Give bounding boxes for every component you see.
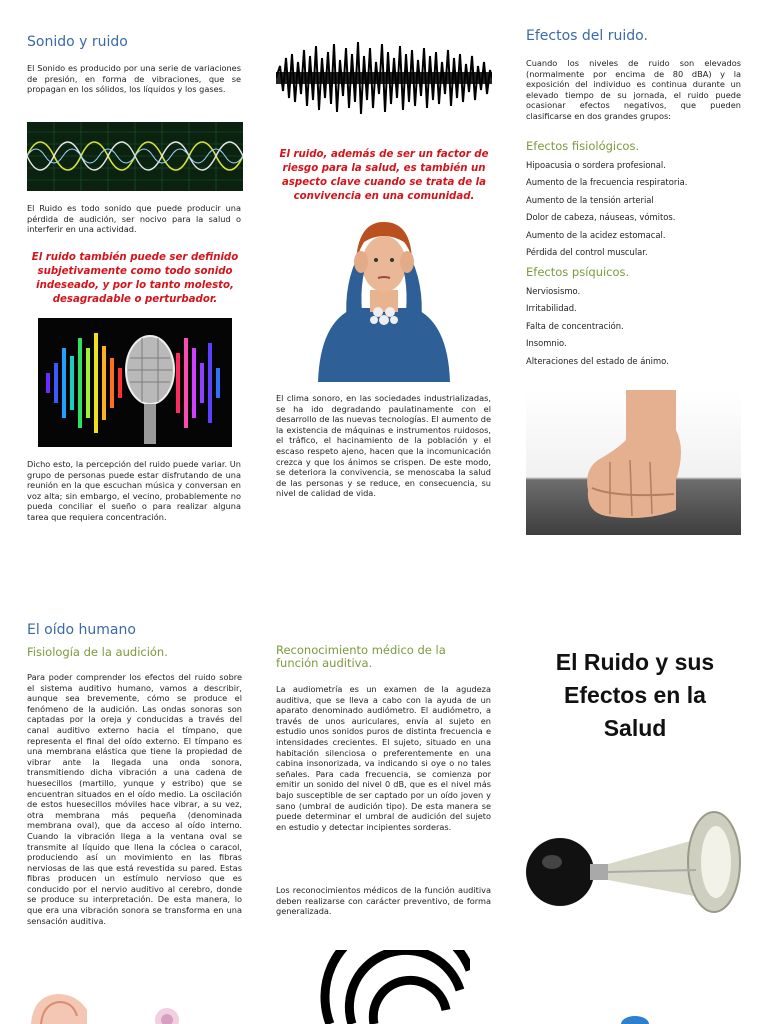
fist-image [526,390,741,535]
audiometria-paragraph: La audiometría es un examen de la agudeza auditiva, que se lleva a cabo con la ayuda de un aparato denominado audiómetro. El audiómetro, a través de unos auriculares, envía al sujeto en estudio unos sonidos puros de distinta frecuencia e intensidades crecientes. El sujeto, situado en una habitación silenciosa o preferentemente en una cabina insonorizada, va indicando si oye o no tales señales. Para cada frecuencia, se comienza por emitir un sonido del nivel 0 dB, que es el nivel más bajo susceptible de ser captado por un oído joven y sano (umbral de audición tipo). De esta manera se puede determinar el umbral de audición del sujeto en estudio y detectar incipientes sorderas. [276,684,491,832]
partial-blue-icon [620,1016,650,1024]
list-item: Insomnio. [526,338,567,349]
brochure-title: El Ruido y sus Efectos en la Salud [555,649,715,741]
sine-waves-image [27,122,243,191]
fisiologicos-title: Efectos fisiológicos. [526,139,640,153]
list-item: Nerviosismo. [526,286,581,296]
percepcion-paragraph: Dicho esto, la percepción del ruido puede variar. Un grupo de personas puede estar disfrutando de una reunión en la que escuchan música y conversan en voz alta; sin embargo, el vecino, probablemente no pueda conciliar el sueño o para realizar alguna tarea que requiera concentración. [27,459,241,522]
fisiologia-subtitle: Fisiología de la audición. [27,645,168,659]
list-item: Irritabilidad. [526,303,577,314]
psiquicos-title: Efectos psíquicos. [526,265,630,279]
list-item: Aumento de la tensión arterial [526,194,654,205]
ear-anatomy-image [27,990,207,1024]
horn-image [524,800,744,920]
list-item: Pérdida del control muscular. [526,247,648,258]
sound-arcs-icon [320,950,470,1024]
efectos-intro: Cuando los niveles de ruido son elevados (normalmente por encima de 80 dBA) y la exposición del individuo es continua durante un elevado tiempo de su jornada, el ruido puede ocasionar efectos negativos, que pueden clasificarse en dos grandes grupos: [526,58,741,121]
sound-wave-image [276,36,492,121]
list-item: Aumento de la frecuencia respiratoria. [526,177,688,188]
section-title-sonido: Sonido y ruido [27,34,128,50]
list-item: Falta de concentración. [526,320,624,331]
sonido-paragraph: El Sonido es producido por una serie de variaciones de presión, en forma de vibraciones, que se propagan en los sólidos, los líquidos y los gases. [27,63,241,95]
list-item: Dolor de cabeza, náuseas, vómitos. [526,212,676,223]
ruido-definition: El Ruido es todo sonido que puede producir una pérdida de audición, ser nocivo para la salud o interferir en una actividad. [27,203,241,235]
quote-ruido-subjetivo: El ruido también puede ser definido subjetivamente como todo sonido indeseado, y por lo tanto molesto, desagradable o perturbador. [31,252,239,305]
microphone-image [38,318,232,447]
fisiologicos-list [526,157,741,261]
woman-covering-ears-image [308,212,460,382]
psiquicos-list [526,283,741,370]
list-item: Aumento de la acidez estomacal. [526,229,666,240]
reconocimiento-title: Reconocimiento médico de la función auditiva. [276,643,446,670]
section-title-oido: El oído humano [27,622,136,638]
quote-convivencia: El ruido, además de ser un factor de riesgo para la salud, es también un aspecto clave cuando se trata de la convivencia en una comunidad. [279,149,489,202]
fisiologia-paragraph: Para poder comprender los efectos del ruido sobre el sistema auditivo humano, vamos a describir, aunque sea brevemente, cómo se produce el fenómeno de la audición. Las ondas sonoras son captadas por la oreja y conducidas a través del canal auditivo externo hacia el tímpano, que representa el final del oído externo. El tímpano es una membrana elástica que tiene la propiedad de vibrar ante la llegada una onda sonora, transmitiendo dicha vibración a una cadena de huesecillos (martillo, yunque y estribo) que se encuentran situados en el oído medio. La oscilación de estos huesecillos móviles hace vibrar, a su vez, otra membrana más pequeña (denominada membrana oval), que da acceso al oído interno. Cuando la vibración llega a la ventana oval se transmite al líquido que llena la cóclea o caracol, produciendo así un movimiento en las fibras nerviosas de las que está revestida su pared. Estas fibras producen un estímulo nervioso que es conducido por el nervio auditivo al cerebro, donde se produce su interpretación. De esta manera, lo que era una vibración sonora se transforma en una sensación auditiva. [27,672,242,926]
section-title-efectos: Efectos del ruido. [526,28,648,44]
list-item: Hipoacusia o sordera profesional. [526,160,666,170]
list-item: Alteraciones del estado de ánimo. [526,355,669,366]
preventivo-paragraph: Los reconocimientos médicos de la función auditiva deben realizarse con carácter preventivo, de forma generalizada. [276,885,491,917]
clima-sonoro-paragraph: El clima sonoro, en las sociedades industrializadas, se ha ido degradando paulatinamente con el desarrollo de las nuevas tecnologías. El aumento de la existencia de máquinas e instrumentos ruidosos, el tráfico, el hacinamiento de la población y el escaso respeto ajeno, hacen que la incomunicación crezca y que los ánimos se crispen. De este modo, se deteriora la convivencia, se menoscaba la salud de las personas y se reduce, en consecuencia, su nivel de calidad de vida. [276,393,491,499]
